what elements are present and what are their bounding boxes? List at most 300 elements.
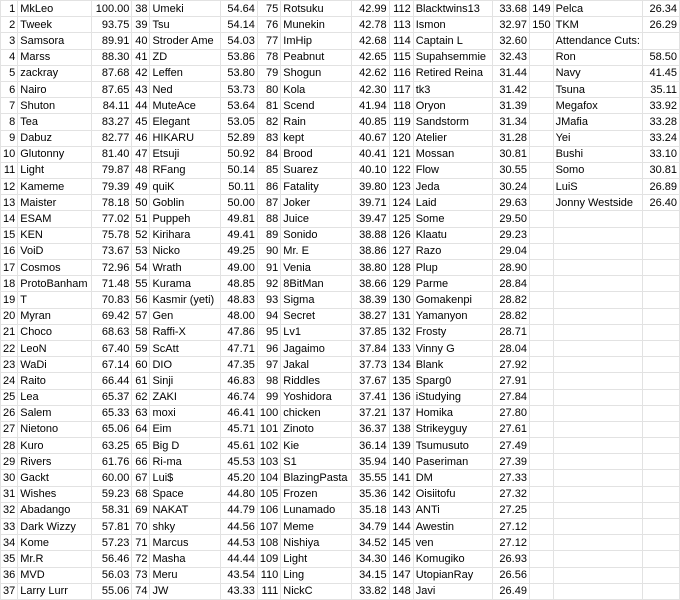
cell-player[interactable]: Rotsuku — [281, 1, 352, 17]
cell-score[interactable]: 53.73 — [221, 81, 258, 97]
cell-rank[interactable]: 18 — [1, 276, 18, 292]
cell-rank[interactable]: 99 — [257, 389, 280, 405]
cell-score[interactable]: 49.41 — [221, 227, 258, 243]
cell-player[interactable]: MkLeo — [18, 1, 92, 17]
cell-score[interactable]: 48.00 — [221, 308, 258, 324]
cell-player[interactable] — [553, 486, 642, 502]
cell-rank[interactable]: 26 — [1, 405, 18, 421]
cell-score[interactable]: 42.30 — [351, 81, 389, 97]
cell-rank[interactable]: 15 — [1, 227, 18, 243]
cell-rank[interactable]: 21 — [1, 324, 18, 340]
cell-rank[interactable]: 40 — [132, 33, 150, 49]
cell-score[interactable] — [642, 486, 679, 502]
cell-rank[interactable]: 20 — [1, 308, 18, 324]
cell-player[interactable]: Juice — [281, 211, 352, 227]
cell-score[interactable]: 38.88 — [351, 227, 389, 243]
cell-score[interactable]: 53.86 — [221, 49, 258, 65]
cell-player[interactable]: Marcus — [150, 535, 221, 551]
cell-score[interactable]: 27.25 — [492, 502, 529, 518]
cell-rank[interactable] — [529, 81, 553, 97]
cell-rank[interactable]: 136 — [389, 389, 413, 405]
cell-player[interactable]: Flow — [413, 162, 492, 178]
cell-score[interactable]: 33.28 — [642, 114, 679, 130]
cell-player[interactable]: Yamanyon — [413, 308, 492, 324]
cell-rank[interactable] — [529, 551, 553, 567]
cell-score[interactable]: 33.92 — [642, 98, 679, 114]
cell-rank[interactable]: 123 — [389, 179, 413, 195]
cell-player[interactable] — [553, 260, 642, 276]
cell-player[interactable] — [553, 324, 642, 340]
cell-rank[interactable] — [529, 357, 553, 373]
cell-score[interactable]: 77.02 — [92, 211, 132, 227]
cell-player[interactable] — [553, 454, 642, 470]
cell-rank[interactable]: 14 — [1, 211, 18, 227]
cell-rank[interactable]: 28 — [1, 438, 18, 454]
cell-rank[interactable]: 124 — [389, 195, 413, 211]
cell-player[interactable]: Navy — [553, 65, 642, 81]
cell-rank[interactable]: 115 — [389, 49, 413, 65]
cell-score[interactable]: 28.84 — [492, 276, 529, 292]
cell-rank[interactable]: 127 — [389, 243, 413, 259]
cell-player[interactable]: Lv1 — [281, 324, 352, 340]
cell-score[interactable]: 34.30 — [351, 551, 389, 567]
cell-score[interactable]: 57.81 — [92, 519, 132, 535]
cell-rank[interactable]: 93 — [257, 292, 280, 308]
cell-score[interactable]: 45.20 — [221, 470, 258, 486]
cell-player[interactable]: Larry Lurr — [18, 583, 92, 599]
cell-score[interactable]: 34.79 — [351, 519, 389, 535]
cell-rank[interactable]: 62 — [132, 389, 150, 405]
cell-score[interactable] — [642, 583, 679, 599]
cell-score[interactable]: 37.67 — [351, 373, 389, 389]
cell-rank[interactable]: 30 — [1, 470, 18, 486]
cell-player[interactable]: Abadango — [18, 502, 92, 518]
cell-rank[interactable]: 80 — [257, 81, 280, 97]
cell-score[interactable]: 29.04 — [492, 243, 529, 259]
cell-player[interactable]: iStudying — [413, 389, 492, 405]
cell-rank[interactable]: 4 — [1, 49, 18, 65]
cell-rank[interactable]: 110 — [257, 567, 280, 583]
cell-player[interactable] — [553, 373, 642, 389]
cell-rank[interactable]: 126 — [389, 227, 413, 243]
cell-player[interactable]: Leffen — [150, 65, 221, 81]
cell-rank[interactable]: 41 — [132, 49, 150, 65]
cell-rank[interactable]: 82 — [257, 114, 280, 130]
cell-score[interactable]: 65.37 — [92, 389, 132, 405]
cell-rank[interactable]: 122 — [389, 162, 413, 178]
cell-rank[interactable]: 112 — [389, 1, 413, 17]
cell-score[interactable]: 39.71 — [351, 195, 389, 211]
cell-score[interactable]: 52.89 — [221, 130, 258, 146]
cell-player[interactable]: Cosmos — [18, 260, 92, 276]
cell-rank[interactable]: 133 — [389, 340, 413, 356]
cell-score[interactable]: 47.86 — [221, 324, 258, 340]
cell-rank[interactable]: 48 — [132, 162, 150, 178]
cell-rank[interactable]: 49 — [132, 179, 150, 195]
cell-score[interactable]: 26.89 — [642, 179, 679, 195]
cell-score[interactable]: 43.33 — [221, 583, 258, 599]
cell-score[interactable]: 27.33 — [492, 470, 529, 486]
cell-rank[interactable]: 72 — [132, 551, 150, 567]
cell-player[interactable]: LuiS — [553, 179, 642, 195]
cell-score[interactable]: 89.91 — [92, 33, 132, 49]
cell-rank[interactable] — [529, 98, 553, 114]
cell-rank[interactable]: 45 — [132, 114, 150, 130]
cell-rank[interactable] — [529, 519, 553, 535]
cell-rank[interactable]: 104 — [257, 470, 280, 486]
cell-rank[interactable] — [529, 292, 553, 308]
cell-player[interactable]: Supahsemmie — [413, 49, 492, 65]
cell-rank[interactable]: 98 — [257, 373, 280, 389]
cell-score[interactable]: 44.53 — [221, 535, 258, 551]
cell-player[interactable]: Glutonny — [18, 146, 92, 162]
cell-player[interactable] — [553, 567, 642, 583]
cell-score[interactable]: 27.84 — [492, 389, 529, 405]
cell-score[interactable]: 26.93 — [492, 551, 529, 567]
cell-rank[interactable]: 13 — [1, 195, 18, 211]
cell-player[interactable]: Munekin — [281, 17, 352, 33]
cell-rank[interactable] — [529, 405, 553, 421]
cell-rank[interactable]: 75 — [257, 1, 280, 17]
cell-rank[interactable]: 74 — [132, 583, 150, 599]
cell-score[interactable]: 35.94 — [351, 454, 389, 470]
cell-score[interactable] — [642, 519, 679, 535]
cell-score[interactable]: 38.80 — [351, 260, 389, 276]
cell-rank[interactable]: 37 — [1, 583, 18, 599]
cell-score[interactable]: 26.49 — [492, 583, 529, 599]
cell-player[interactable] — [553, 405, 642, 421]
cell-score[interactable] — [642, 535, 679, 551]
cell-player[interactable]: ScAtt — [150, 340, 221, 356]
cell-score[interactable]: 81.40 — [92, 146, 132, 162]
cell-score[interactable]: 63.25 — [92, 438, 132, 454]
cell-rank[interactable]: 125 — [389, 211, 413, 227]
cell-score[interactable]: 88.30 — [92, 49, 132, 65]
cell-player[interactable]: DM — [413, 470, 492, 486]
cell-rank[interactable] — [529, 470, 553, 486]
cell-player[interactable]: Yoshidora — [281, 389, 352, 405]
cell-rank[interactable]: 142 — [389, 486, 413, 502]
cell-player[interactable]: Suarez — [281, 162, 352, 178]
cell-score[interactable] — [642, 470, 679, 486]
cell-player[interactable]: JW — [150, 583, 221, 599]
cell-rank[interactable] — [529, 502, 553, 518]
cell-player[interactable]: chicken — [281, 405, 352, 421]
cell-rank[interactable]: 111 — [257, 583, 280, 599]
cell-rank[interactable]: 85 — [257, 162, 280, 178]
cell-rank[interactable]: 116 — [389, 65, 413, 81]
cell-score[interactable] — [642, 340, 679, 356]
cell-rank[interactable]: 11 — [1, 162, 18, 178]
cell-player[interactable]: Ned — [150, 81, 221, 97]
cell-player[interactable]: Lui$ — [150, 470, 221, 486]
cell-score[interactable]: 53.64 — [221, 98, 258, 114]
cell-rank[interactable]: 66 — [132, 454, 150, 470]
cell-player[interactable]: Riddles — [281, 373, 352, 389]
cell-player[interactable]: Megafox — [553, 98, 642, 114]
cell-player[interactable]: Tea — [18, 114, 92, 130]
cell-score[interactable]: 75.78 — [92, 227, 132, 243]
cell-player[interactable]: Gomakenpi — [413, 292, 492, 308]
cell-player[interactable]: LeoN — [18, 340, 92, 356]
cell-score[interactable]: 27.12 — [492, 535, 529, 551]
cell-player[interactable]: Ron — [553, 49, 642, 65]
cell-score[interactable]: 36.14 — [351, 438, 389, 454]
cell-player[interactable]: NickC — [281, 583, 352, 599]
cell-score[interactable]: 27.92 — [492, 357, 529, 373]
cell-player[interactable]: Mr. E — [281, 243, 352, 259]
cell-rank[interactable] — [529, 195, 553, 211]
cell-score[interactable]: 40.41 — [351, 146, 389, 162]
cell-score[interactable]: 33.10 — [642, 146, 679, 162]
cell-player[interactable]: Gen — [150, 308, 221, 324]
cell-score[interactable]: 30.24 — [492, 179, 529, 195]
cell-rank[interactable]: 105 — [257, 486, 280, 502]
cell-score[interactable] — [642, 502, 679, 518]
cell-player[interactable]: Salem — [18, 405, 92, 421]
cell-rank[interactable] — [529, 438, 553, 454]
cell-rank[interactable] — [529, 146, 553, 162]
cell-score[interactable]: 42.78 — [351, 17, 389, 33]
cell-player[interactable]: T — [18, 292, 92, 308]
cell-player[interactable]: RFang — [150, 162, 221, 178]
cell-score[interactable]: 69.42 — [92, 308, 132, 324]
cell-rank[interactable]: 90 — [257, 243, 280, 259]
cell-player[interactable]: Jeda — [413, 179, 492, 195]
cell-player[interactable]: Wishes — [18, 486, 92, 502]
cell-player[interactable]: Shuton — [18, 98, 92, 114]
cell-rank[interactable]: 108 — [257, 535, 280, 551]
cell-score[interactable]: 50.14 — [221, 162, 258, 178]
cell-rank[interactable]: 143 — [389, 502, 413, 518]
cell-player[interactable]: S1 — [281, 454, 352, 470]
cell-rank[interactable]: 47 — [132, 146, 150, 162]
cell-player[interactable]: Kie — [281, 438, 352, 454]
cell-rank[interactable]: 10 — [1, 146, 18, 162]
cell-rank[interactable]: 2 — [1, 17, 18, 33]
cell-player[interactable]: Shogun — [281, 65, 352, 81]
cell-rank[interactable]: 42 — [132, 65, 150, 81]
cell-player[interactable] — [553, 340, 642, 356]
cell-rank[interactable]: 57 — [132, 308, 150, 324]
cell-player[interactable]: Komugiko — [413, 551, 492, 567]
cell-rank[interactable]: 117 — [389, 81, 413, 97]
cell-score[interactable]: 34.52 — [351, 535, 389, 551]
cell-rank[interactable]: 83 — [257, 130, 280, 146]
cell-score[interactable]: 61.76 — [92, 454, 132, 470]
cell-score[interactable]: 43.54 — [221, 567, 258, 583]
cell-rank[interactable]: 102 — [257, 438, 280, 454]
cell-rank[interactable]: 121 — [389, 146, 413, 162]
cell-rank[interactable] — [529, 130, 553, 146]
cell-rank[interactable]: 22 — [1, 340, 18, 356]
cell-rank[interactable]: 129 — [389, 276, 413, 292]
cell-score[interactable]: 37.41 — [351, 389, 389, 405]
cell-score[interactable]: 42.62 — [351, 65, 389, 81]
cell-rank[interactable]: 58 — [132, 324, 150, 340]
cell-score[interactable]: 26.56 — [492, 567, 529, 583]
cell-player[interactable]: Retired Reina — [413, 65, 492, 81]
cell-player[interactable]: tk3 — [413, 81, 492, 97]
cell-score[interactable]: 57.23 — [92, 535, 132, 551]
cell-player[interactable]: VoiD — [18, 243, 92, 259]
cell-player[interactable]: Choco — [18, 324, 92, 340]
cell-score[interactable]: 46.83 — [221, 373, 258, 389]
cell-score[interactable] — [642, 357, 679, 373]
cell-rank[interactable] — [529, 243, 553, 259]
cell-rank[interactable]: 17 — [1, 260, 18, 276]
cell-player[interactable]: Elegant — [150, 114, 221, 130]
cell-score[interactable]: 28.82 — [492, 308, 529, 324]
cell-rank[interactable]: 25 — [1, 389, 18, 405]
cell-rank[interactable]: 147 — [389, 567, 413, 583]
cell-player[interactable] — [553, 243, 642, 259]
cell-player[interactable] — [553, 276, 642, 292]
cell-score[interactable]: 37.73 — [351, 357, 389, 373]
cell-score[interactable]: 70.83 — [92, 292, 132, 308]
cell-score[interactable]: 42.68 — [351, 33, 389, 49]
cell-player[interactable]: Joker — [281, 195, 352, 211]
cell-player[interactable]: Homika — [413, 405, 492, 421]
cell-score[interactable]: 60.00 — [92, 470, 132, 486]
cell-player[interactable] — [553, 535, 642, 551]
cell-score[interactable]: 41.94 — [351, 98, 389, 114]
cell-player[interactable]: Razo — [413, 243, 492, 259]
cell-rank[interactable]: 86 — [257, 179, 280, 195]
cell-rank[interactable]: 139 — [389, 438, 413, 454]
cell-rank[interactable]: 36 — [1, 567, 18, 583]
cell-score[interactable]: 50.00 — [221, 195, 258, 211]
cell-score[interactable]: 28.82 — [492, 292, 529, 308]
cell-rank[interactable]: 52 — [132, 227, 150, 243]
cell-rank[interactable]: 87 — [257, 195, 280, 211]
cell-player[interactable]: ImHip — [281, 33, 352, 49]
cell-player[interactable]: Sinji — [150, 373, 221, 389]
cell-score[interactable]: 47.71 — [221, 340, 258, 356]
cell-rank[interactable] — [529, 33, 553, 49]
cell-score[interactable]: 30.81 — [642, 162, 679, 178]
cell-player[interactable]: Light — [281, 551, 352, 567]
cell-rank[interactable] — [529, 211, 553, 227]
cell-score[interactable]: 87.68 — [92, 65, 132, 81]
cell-score[interactable]: 31.44 — [492, 65, 529, 81]
cell-rank[interactable] — [529, 227, 553, 243]
cell-player[interactable]: Some — [413, 211, 492, 227]
cell-player[interactable]: Scend — [281, 98, 352, 114]
cell-rank[interactable]: 118 — [389, 98, 413, 114]
cell-rank[interactable]: 101 — [257, 421, 280, 437]
cell-rank[interactable]: 1 — [1, 1, 18, 17]
cell-player[interactable]: Tsu — [150, 17, 221, 33]
cell-score[interactable]: 38.66 — [351, 276, 389, 292]
cell-player[interactable]: Tweek — [18, 17, 92, 33]
cell-score[interactable]: 33.24 — [642, 130, 679, 146]
cell-rank[interactable]: 9 — [1, 130, 18, 146]
cell-player[interactable]: Attendance Cuts: — [553, 33, 642, 49]
cell-score[interactable]: 49.81 — [221, 211, 258, 227]
cell-rank[interactable]: 131 — [389, 308, 413, 324]
cell-player[interactable]: ESAM — [18, 211, 92, 227]
cell-rank[interactable]: 33 — [1, 519, 18, 535]
cell-player[interactable]: Nishiya — [281, 535, 352, 551]
cell-score[interactable]: 83.27 — [92, 114, 132, 130]
cell-player[interactable]: Blank — [413, 357, 492, 373]
cell-player[interactable]: ZD — [150, 49, 221, 65]
cell-player[interactable]: DIO — [150, 357, 221, 373]
cell-rank[interactable]: 67 — [132, 470, 150, 486]
cell-score[interactable]: 48.83 — [221, 292, 258, 308]
cell-rank[interactable] — [529, 114, 553, 130]
cell-rank[interactable] — [529, 583, 553, 599]
cell-player[interactable]: Mossan — [413, 146, 492, 162]
cell-player[interactable] — [553, 227, 642, 243]
cell-rank[interactable]: 94 — [257, 308, 280, 324]
cell-score[interactable]: 58.31 — [92, 502, 132, 518]
cell-player[interactable] — [553, 357, 642, 373]
cell-player[interactable]: Kome — [18, 535, 92, 551]
cell-score[interactable]: 37.84 — [351, 340, 389, 356]
cell-player[interactable]: Peabnut — [281, 49, 352, 65]
cell-rank[interactable] — [529, 65, 553, 81]
cell-score[interactable]: 28.04 — [492, 340, 529, 356]
cell-score[interactable] — [642, 405, 679, 421]
cell-score[interactable]: 44.79 — [221, 502, 258, 518]
cell-player[interactable]: Myran — [18, 308, 92, 324]
cell-rank[interactable]: 5 — [1, 65, 18, 81]
cell-score[interactable]: 78.18 — [92, 195, 132, 211]
cell-score[interactable] — [642, 454, 679, 470]
cell-player[interactable]: Venia — [281, 260, 352, 276]
cell-score[interactable]: 79.39 — [92, 179, 132, 195]
cell-rank[interactable]: 29 — [1, 454, 18, 470]
cell-player[interactable]: Kola — [281, 81, 352, 97]
cell-score[interactable]: 26.40 — [642, 195, 679, 211]
cell-rank[interactable]: 132 — [389, 324, 413, 340]
cell-score[interactable]: 100.00 — [92, 1, 132, 17]
cell-rank[interactable]: 55 — [132, 276, 150, 292]
cell-score[interactable]: 30.55 — [492, 162, 529, 178]
cell-rank[interactable] — [529, 389, 553, 405]
cell-rank[interactable]: 63 — [132, 405, 150, 421]
cell-rank[interactable]: 8 — [1, 114, 18, 130]
cell-score[interactable]: 36.37 — [351, 421, 389, 437]
cell-score[interactable]: 30.81 — [492, 146, 529, 162]
cell-player[interactable]: Strikeyguy — [413, 421, 492, 437]
cell-player[interactable] — [553, 421, 642, 437]
cell-score[interactable]: 93.75 — [92, 17, 132, 33]
cell-player[interactable]: Frosty — [413, 324, 492, 340]
cell-rank[interactable] — [529, 454, 553, 470]
cell-player[interactable]: Rivers — [18, 454, 92, 470]
cell-player[interactable]: KEN — [18, 227, 92, 243]
cell-rank[interactable] — [529, 535, 553, 551]
cell-player[interactable]: Frozen — [281, 486, 352, 502]
cell-rank[interactable]: 97 — [257, 357, 280, 373]
cell-player[interactable]: Wrath — [150, 260, 221, 276]
cell-rank[interactable] — [529, 162, 553, 178]
cell-player[interactable]: shky — [150, 519, 221, 535]
cell-rank[interactable]: 46 — [132, 130, 150, 146]
cell-player[interactable]: ANTi — [413, 502, 492, 518]
cell-player[interactable]: Brood — [281, 146, 352, 162]
cell-player[interactable]: Kameme — [18, 179, 92, 195]
cell-rank[interactable]: 64 — [132, 421, 150, 437]
cell-rank[interactable]: 92 — [257, 276, 280, 292]
cell-score[interactable]: 79.87 — [92, 162, 132, 178]
cell-score[interactable]: 87.65 — [92, 81, 132, 97]
cell-player[interactable]: Klaatu — [413, 227, 492, 243]
cell-score[interactable]: 29.50 — [492, 211, 529, 227]
